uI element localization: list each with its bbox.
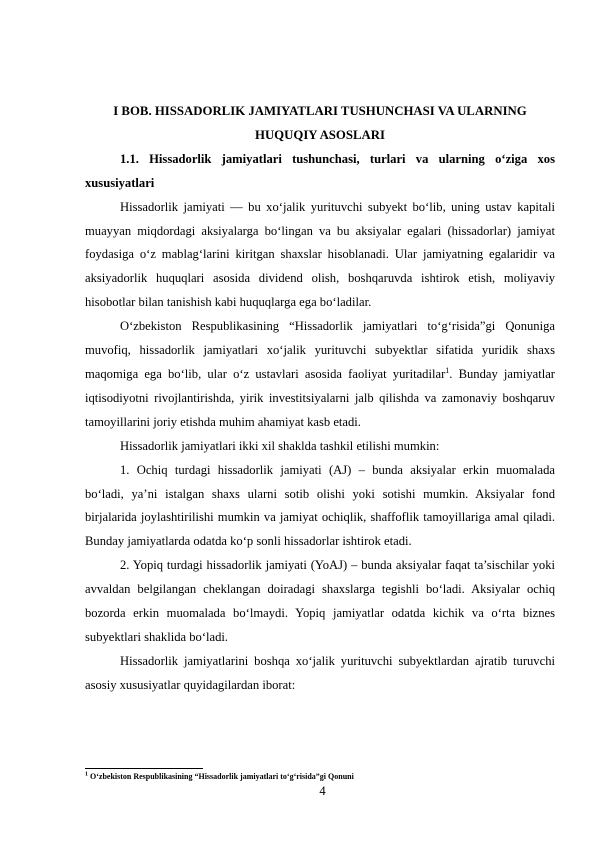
page-body: [85, 100, 555, 698]
section-title: 1.1. Hissadorlik jamiyatlari tushunchasi, turlari va ularning o‘ziga xos xususiyatlari: [85, 151, 555, 190]
paragraph-forms-intro: Hissadorlik jamiyatlari ikki xil shaklda tashkil etilishi mumkin:: [120, 438, 440, 453]
paragraph-open-company: 1. Ochiq turdagi hissadorlik jamiyati (AJ) – bunda aksiyalar erkin muomalada bo‘ladi, ya’ni istalgan shaxs ularni sotib olishi yoki sotishi mumkin. Aksiyalar fond birjalarida joylashtirilishi mumkin va jamiyat ochiqlik, shaffoflik tamoyillariga amal qiladi. Bunday jamiyatlarda odatda ko‘p sonli hissadorlar ishtirok etadi.: [85, 462, 555, 549]
paragraph-legal-basis: [85, 315, 555, 435]
footnote-mark: 1: [85, 771, 88, 778]
chapter-title: I BOB. HISSADORLIK JAMIYATLARI TUSHUNCHASI VA ULARNING HUQUQIY ASOSLARI: [113, 104, 527, 142]
footnote: [85, 772, 354, 782]
footnote-divider: [85, 768, 203, 769]
footnote-text: O‘zbekiston Respublikasining “Hissadorlik jamiyatlari to‘g‘risida”gi Qonuni: [88, 772, 354, 781]
footnote-reference[interactable]: 1: [445, 365, 450, 375]
paragraph-legal-basis-tail: . Bunday jamiyatlar iqtisodiyotni rivojlantirishda, yirik investitsiyalarni jalb qilishda va zamonaviy boshqaruv tamoyillarini joriy etishda muhim ahamiyat kasb etadi.: [85, 366, 555, 429]
paragraph-legal-basis-text: O‘zbekiston Respublikasining “Hissadorlik jamiyatlari to‘g‘risida”gi Qonuniga muvofiq, hissadorlik jamiyatlari xo‘jalik yurituvchi subyektlar sifatida yuridik shaxs maqomiga ega bo‘lib, ular o‘z ustavlari asosida faoliyat yuritadilar: [85, 319, 555, 381]
paragraph-features-intro: Hissadorlik jamiyatlarini boshqa xo‘jalik yurituvchi subyektlardan ajratib turuvchi asosiy xususiyatlar quyidagilardan iborat:: [85, 653, 555, 692]
paragraph-closed-company: 2. Yopiq turdagi hissadorlik jamiyati (YoAJ) – bunda aksiyalar faqat ta’sischilar yoki avvaldan belgilangan cheklangan doiradagi shaxslarga tegishli bo‘ladi. Aksiyalar ochiq bozorda erkin muomalada bo‘lmaydi. Yopiq jamiyatlar odatda kichik va o‘rta biznes subyektlari shaklida bo‘ladi.: [85, 558, 555, 644]
paragraph-definition: Hissadorlik jamiyati — bu xo‘jalik yurituvchi subyekt bo‘lib, uning ustav kapitali muayyan miqdordagi aksiyalarga bo‘lingan va bu aksiyalar egalari (hissadorlar) jamiyat foydasiga o‘z mablag‘larini kiritgan shaxslar hisoblanadi. Ular jamiyatning egalaridir va aksiyadorlik huquqlari asosida dividend olish, boshqaruvda ishtirok etish, moliyaviy hisobotlar bilan tanishish kabi huquqlarga ega bo‘ladilar.: [85, 199, 555, 310]
page-number: 4: [319, 784, 326, 798]
